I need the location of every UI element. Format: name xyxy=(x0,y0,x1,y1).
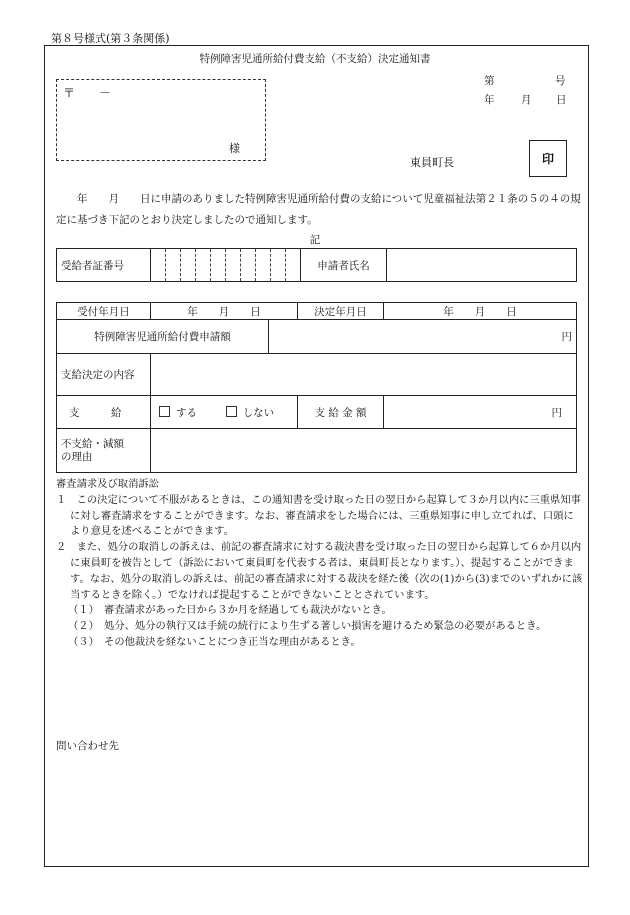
decision-table xyxy=(56,302,577,473)
reason-label-line1: 不支給・減額 xyxy=(61,437,124,450)
digit-cell[interactable] xyxy=(256,249,271,282)
payment-options xyxy=(151,396,298,429)
document-title: 特例障害児通所給付費支給（不支給）決定通知書 xyxy=(199,53,431,65)
payment-amount-label: 支 給 金 額 xyxy=(298,396,384,429)
appeal-sub-1: （１） 審査請求があった日から３か月を経過しても裁決がないとき。 xyxy=(68,604,392,617)
reason-label-line2: の理由 xyxy=(61,450,93,463)
decision-content-label: 支給決定の内容 xyxy=(57,354,151,396)
appeal-sub-3: （３） その他裁決を経ないことにつき正当な理由があるとき。 xyxy=(68,635,361,648)
checkbox-yes[interactable] xyxy=(159,406,170,417)
digit-cell[interactable] xyxy=(151,249,166,282)
issuer-name: 東員町長 xyxy=(410,156,454,169)
digit-cell[interactable] xyxy=(181,249,196,282)
decision-date-value[interactable]: 年 月 日 xyxy=(384,303,577,320)
ki-heading: 記 xyxy=(309,234,321,246)
intro-text: 年 月 日に申請のありました特例障害児通所給付費の支給について児童福祉法第２１条の５の４の規定に基づき下記のとおり決定しましたので通知します。 xyxy=(56,193,581,226)
option-yes-label: する xyxy=(176,406,197,419)
digit-cell[interactable] xyxy=(166,249,181,282)
reason-value[interactable] xyxy=(151,429,577,473)
date-month: 月 xyxy=(521,94,532,106)
digit-cell[interactable] xyxy=(211,249,226,282)
seal-box xyxy=(529,140,567,177)
digit-cell[interactable] xyxy=(196,249,211,282)
yen-unit: 円 xyxy=(561,331,572,343)
application-amount-value[interactable] xyxy=(269,320,577,354)
yen-unit: 円 xyxy=(551,406,562,419)
date-day: 日 xyxy=(556,94,567,106)
digit-cell[interactable] xyxy=(226,249,241,282)
decision-content-value[interactable] xyxy=(151,354,577,396)
recipient-number-label: 受給者証番号 xyxy=(57,249,151,282)
appeal-item-1: １ この決定について不服があるときは、この通知書を受け取った日の翌日から起算して３か月以内に三重県知事に対し審査請求をすることができます。なお、審査請求をした場合には、三重県知事に申し立てれば、口頭により意見を述べることができます。 xyxy=(56,493,581,538)
reason-label xyxy=(57,429,151,473)
appeal-section xyxy=(56,477,584,651)
digit-cell[interactable] xyxy=(271,249,286,282)
appeal-heading: 審査請求及び取消訴訟 xyxy=(56,478,159,490)
reception-date-label: 受付年月日 xyxy=(57,303,151,320)
appeal-sub-2: （２） 処分、処分の執行又は手続の続行により生ずる著しい損害を避けるため緊急の必要があるとき。 xyxy=(68,620,547,633)
applicant-name-value[interactable] xyxy=(387,249,577,282)
appeal-item-2: ２ また、処分の取消しの訴えは、前記の審査請求に対する裁決書を受け取った日の翌日から起算して６か月以内に東員町を被告として（訴訟において東員町を代表する者は、東員町長となります。）、提起することができます。なお、処分の取消しの訴えは、前記の審査請求に対する裁決を経た後（次の(1)から(3)までのいずれかに該当するときを除く。）でなければ提起することができないこととされています。 xyxy=(56,541,583,601)
inquiry-label: 問い合わせ先 xyxy=(56,740,119,752)
application-amount-label: 特例障害児通所給付費申請額 xyxy=(57,320,269,354)
digit-cell[interactable] xyxy=(241,249,256,282)
payment-amount-value[interactable] xyxy=(384,396,577,429)
document-number-suffix: 号 xyxy=(555,75,566,87)
address-block xyxy=(56,79,266,161)
reception-date-value[interactable]: 年 月 日 xyxy=(151,303,298,320)
date-year: 年 xyxy=(484,94,495,106)
document-number-prefix: 第 xyxy=(484,75,495,87)
seal-mark: 印 xyxy=(541,152,554,166)
digit-cell[interactable] xyxy=(286,249,301,282)
option-no-label: しない xyxy=(242,406,275,419)
form-number: 第８号様式(第３条関係) xyxy=(51,32,170,45)
honorific: 様 xyxy=(229,142,240,155)
decision-date-label: 決定年月日 xyxy=(298,303,384,320)
applicant-name-label: 申請者氏名 xyxy=(301,249,387,282)
checkbox-no[interactable] xyxy=(226,406,237,417)
payment-label: 支 給 xyxy=(57,396,151,429)
postal-mark: 〒 － xyxy=(63,86,112,100)
recipient-table xyxy=(56,248,577,282)
